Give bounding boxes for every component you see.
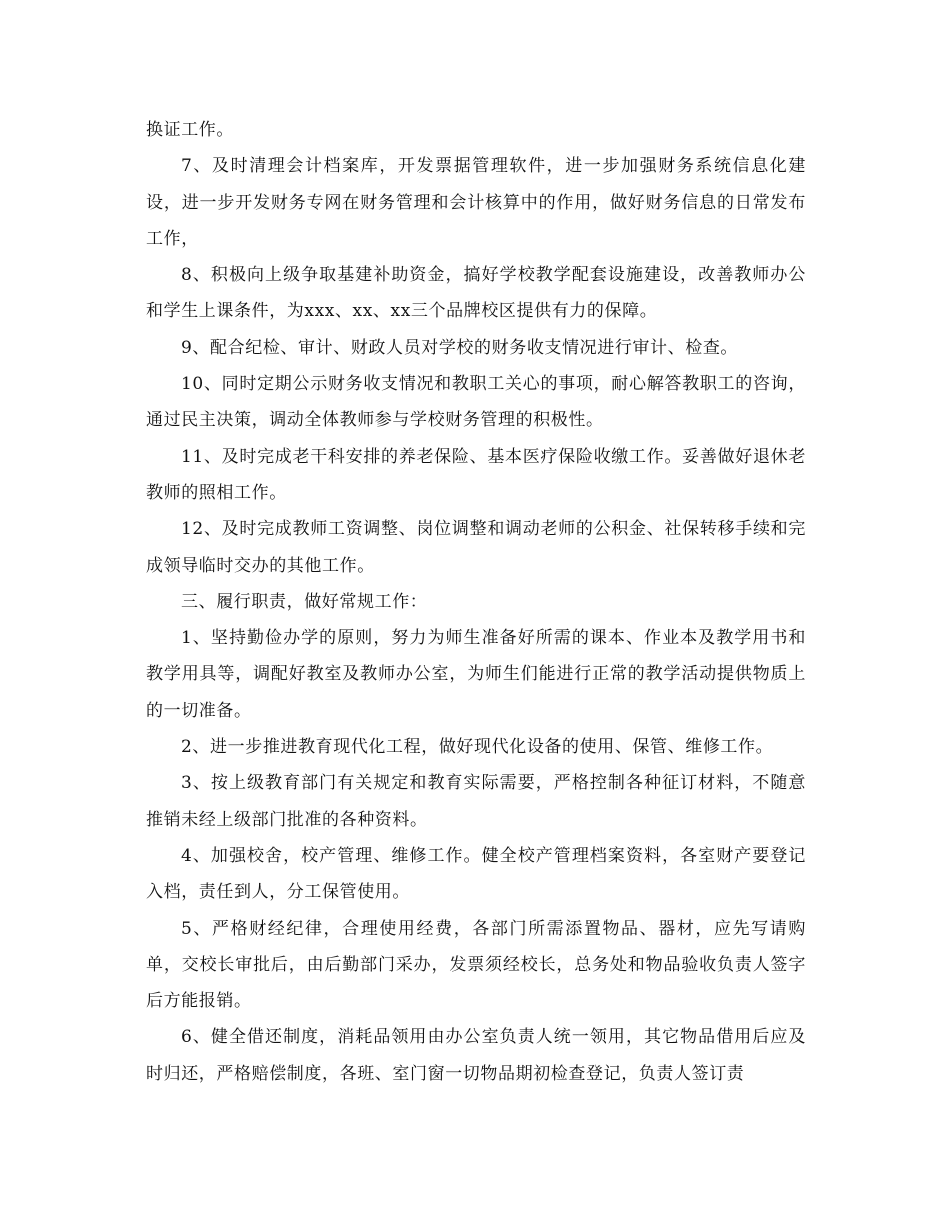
paragraph-7: 12、及时完成教师工资调整、岗位调整和调动老师的公积金、社保转移手续和完成领导临时交办的其他工作。	[146, 519, 806, 576]
paragraph-2: 7、及时清理会计档案库，开发票据管理软件，进一步加强财务系统信息化建设，进一步开发财务专网在财务管理和会计核算中的作用，做好财务信息的日常发布工作，	[146, 156, 806, 249]
paragraph-3: 8、积极向上级争取基建补助资金，搞好学校教学配套设施建设，改善教师办公和学生上课条件，为xxx、xx、xx三个品牌校区提供有力的保障。	[146, 265, 806, 322]
paragraph-5: 10、同时定期公示财务收支情况和教职工关心的事项，耐心解答教职工的咨询，通过民主决策，调动全体教师参与学校财务管理的积极性。	[146, 374, 806, 431]
paragraph-13: 5、严格财经纪律，合理使用经费，各部门所需添置物品、器材，应先写请购单，交校长审批后，由后勤部门采办，发票须经校长，总务处和物品验收负责人签字后方能报销。	[146, 918, 806, 1012]
document-body	[146, 112, 806, 1092]
paragraph-4: 9、配合纪检、审计、财政人员对学校的财务收支情况进行审计、检查。	[181, 337, 739, 358]
paragraph-6: 11、及时完成老干科安排的养老保险、基本医疗保险收缴工作。妥善做好退休老教师的照相工作。	[146, 446, 806, 503]
paragraph-10: 2、进一步推进教育现代化工程，做好现代化设备的使用、保管、维修工作。	[181, 737, 774, 758]
paragraph-11: 3、按上级教育部门有关规定和教育实际需要，严格控制各种征订材料，不随意推销未经上级部门批准的各种资料。	[146, 773, 806, 830]
paragraph-14: 6、健全借还制度，消耗品领用由办公室负责人统一领用，其它物品借用后应及时归还，严格赔偿制度，各班、室门窗一切物品期初检查登记，负责人签订责	[146, 1027, 806, 1084]
section-heading: 三、履行职责，做好常规工作：	[181, 591, 428, 612]
paragraph-9: 1、坚持勤俭办学的原则，努力为师生准备好所需的课本、作业本及教学用书和教学用具等，调配好教室及教师办公室，为师生们能进行正常的教学活动提供物质上的一切准备。	[146, 628, 806, 721]
paragraph-12: 4、加强校舍，校产管理、维修工作。健全校产管理档案资料，各室财产要登记入档，责任到人，分工保管使用。	[146, 845, 806, 903]
paragraph-1: 换证工作。	[146, 120, 234, 140]
